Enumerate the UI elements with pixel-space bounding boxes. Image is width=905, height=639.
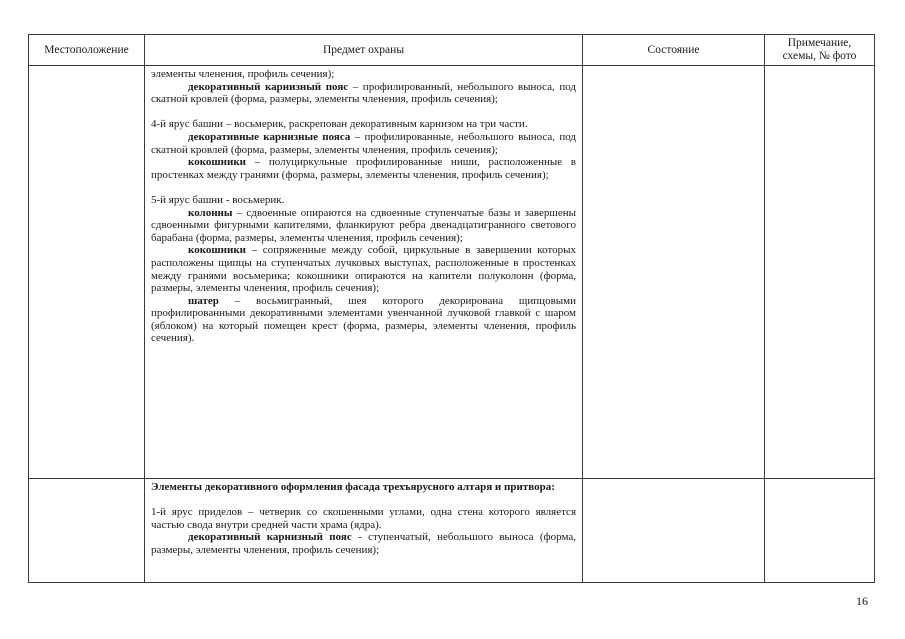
cell-note xyxy=(765,66,875,479)
term-description: – восьмигранный, шея которого декорирована щипцовыми профилированными декоративными элементами увенчанной лучковой главкой с шаром (яблоком) на который помещен крест (форма, размеры, элементы членения, профиль сечения). xyxy=(151,294,576,345)
term: декоративный карнизный пояс xyxy=(188,531,352,544)
cell-subject xyxy=(145,479,583,583)
table-header-row xyxy=(29,35,875,66)
term: кокошники xyxy=(188,244,247,257)
text-paragraph xyxy=(151,295,576,345)
header-location: Местоположение xyxy=(29,35,145,66)
protection-subject-table xyxy=(28,34,875,583)
term: шатер xyxy=(188,294,219,307)
header-note-line1: Примечание, xyxy=(787,37,852,49)
table-row xyxy=(29,66,875,479)
term-description: – сдвоенные опираются на сдвоенные ступенчатые базы и завершены сдвоенными фигурными капителями, фланкируют ребра двенадцатигранного светового барабана (форма, размеры, элементы членения, профиль сечения); xyxy=(151,206,576,244)
term: кокошники xyxy=(188,156,247,169)
term-description: – профилированный, небольшого выноса, под скатной кровлей (форма, размеры, элементы членения, профиль сечения); xyxy=(151,80,576,106)
header-note xyxy=(765,35,875,66)
text-paragraph xyxy=(151,531,576,556)
page-number: 16 xyxy=(856,594,868,608)
term: декоративный карнизный пояс xyxy=(188,80,349,93)
cell-location xyxy=(29,66,145,479)
text-paragraph xyxy=(151,81,576,106)
term-description: – сопряженные между собой, циркульные в завершении которых расположены щипцы на ступенчатых лучковых выступах, расположенные в простенках между гранями восьмерика; кокошники опираются на капители полуколонн (форма, размеры, элементы членения, профиль сечения); xyxy=(151,244,576,295)
term-description: – полуциркульные профилированные ниши, расположенные в простенках между гранями (форма, размеры, элементы членения, профиль сечения); xyxy=(151,156,576,181)
header-subject: Предмет охраны xyxy=(145,35,583,66)
tier-heading: 4-й ярус башни – восьмерик, раскрепован декоративным карнизом на три части. xyxy=(151,118,528,131)
text-paragraph xyxy=(151,131,576,156)
cell-subject xyxy=(145,66,583,479)
term: декоративные карнизные пояса xyxy=(188,130,351,143)
term: колонны xyxy=(188,206,233,219)
cell-location xyxy=(29,479,145,583)
text-paragraph xyxy=(151,156,576,181)
text-paragraph xyxy=(151,244,576,294)
header-note-line2: схемы, № фото xyxy=(782,50,857,62)
header-state: Состояние xyxy=(583,35,765,66)
table-row xyxy=(29,479,875,583)
cell-note xyxy=(765,479,875,583)
section-heading: Элементы декоративного оформления фасада трехъярусного алтаря и притвора: xyxy=(151,481,555,493)
text-paragraph xyxy=(151,207,576,245)
cell-state xyxy=(583,66,765,479)
tier-heading: 5-й ярус башни - восьмерик. xyxy=(151,193,285,206)
term-description: – профилированные, небольшого выноса, под скатной кровлей (форма, размеры, элементы членения, профиль сечения); xyxy=(151,130,577,156)
tier-heading: 1-й ярус приделов – четверик со скошенными углами, одна стена которого является частью свода внутри средней части храма (ядра). xyxy=(151,506,576,531)
term-description: - ступенчатый, небольшого выноса (форма, размеры, элементы членения, профиль сечения); xyxy=(151,531,576,556)
text-paragraph: элементы членения, профиль сечения); xyxy=(151,68,335,80)
cell-state xyxy=(583,479,765,583)
